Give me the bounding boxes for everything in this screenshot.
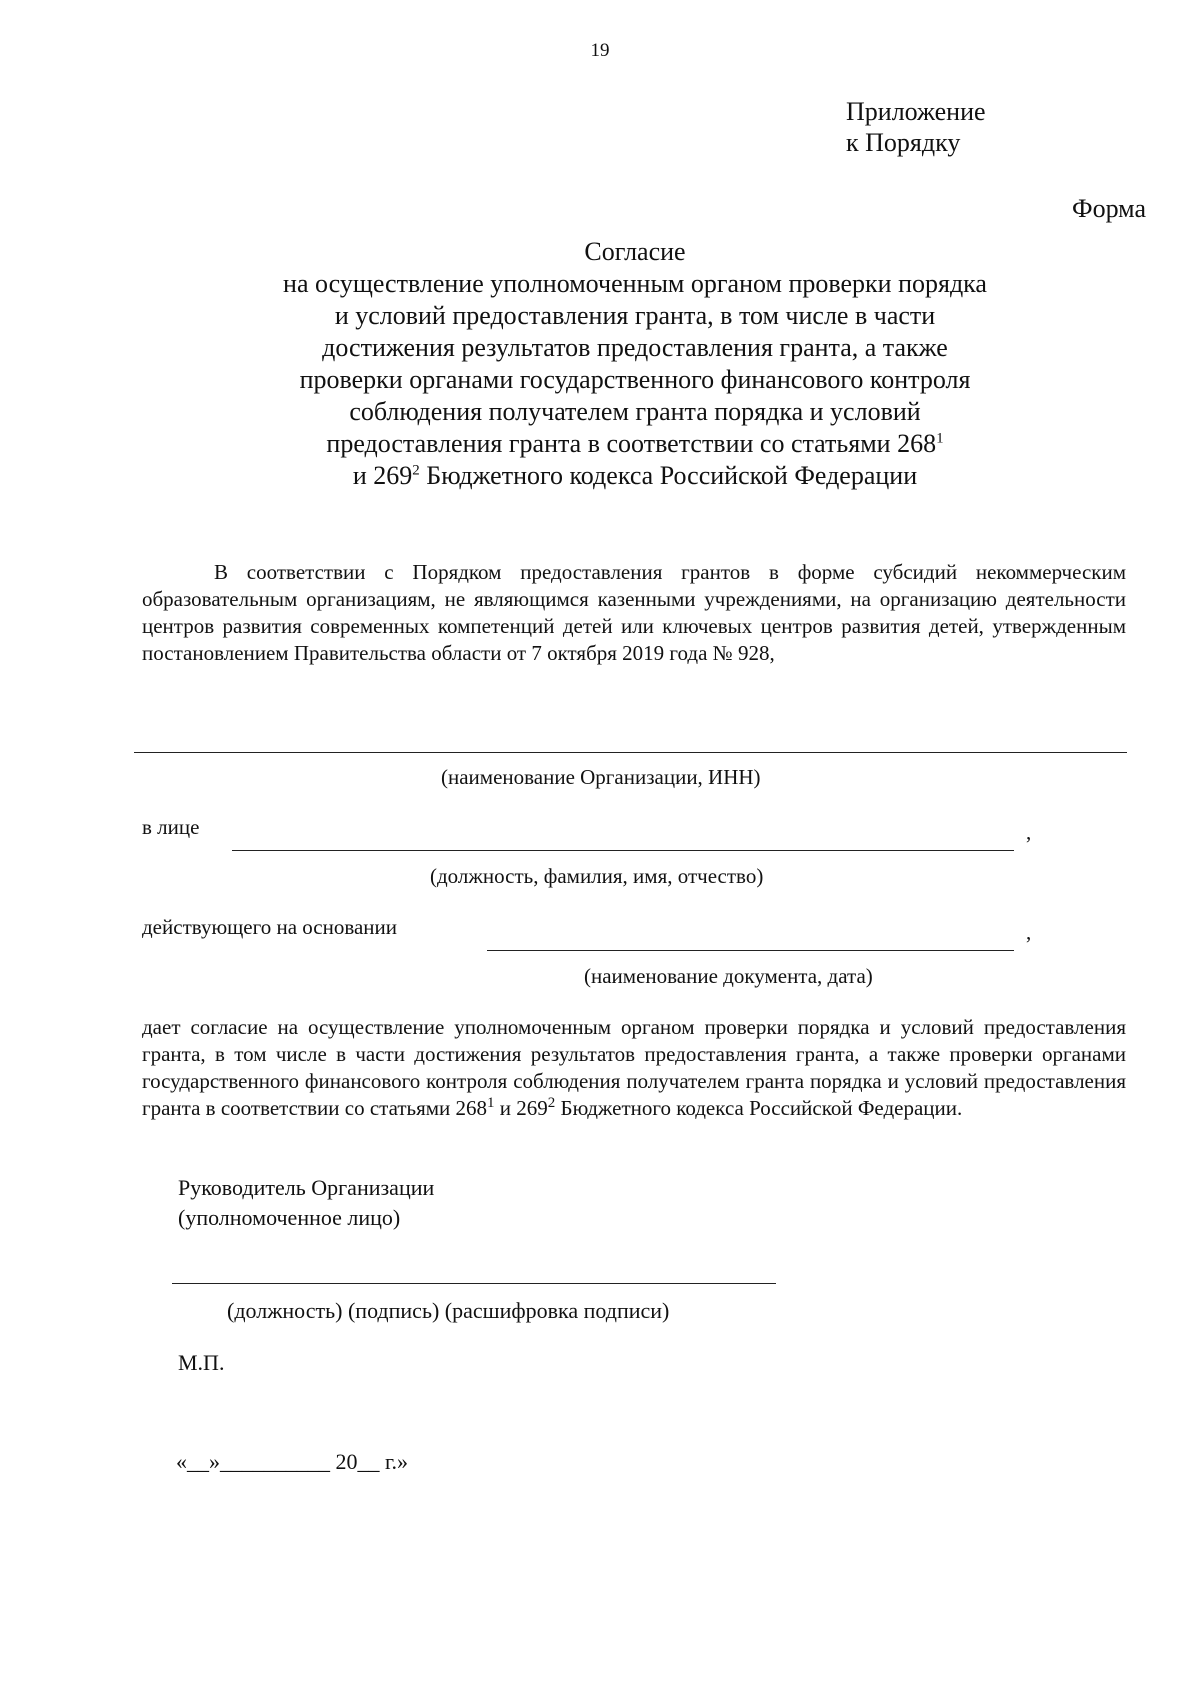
- page-number: 19: [590, 40, 610, 61]
- title-line-4: достижения результатов предоставления гранта, а также: [322, 333, 948, 362]
- title-line-6: соблюдения получателем гранта порядка и условий: [349, 397, 921, 426]
- title-line-8-rest: Бюджетного кодекса Российской Федерации: [419, 461, 918, 490]
- signer-role-line-1: Руководитель Организации: [178, 1175, 435, 1200]
- title-line-8-start: и 269: [352, 461, 413, 490]
- title-line-7: [0, 428, 1200, 460]
- consent-superscript-2: 2: [547, 1095, 556, 1111]
- title-line-7-text: предоставления гранта в соответствии со статьями 268: [326, 429, 937, 458]
- form-label: Форма: [1072, 194, 1146, 223]
- title-line-8: [0, 460, 1200, 492]
- person-field-line[interactable]: [232, 850, 1014, 851]
- org-name-field-line[interactable]: [134, 752, 1127, 753]
- date-field[interactable]: «__»__________ 20__ г.»: [176, 1449, 409, 1474]
- person-field-comma: ,: [1026, 820, 1032, 844]
- appendix-line-1: Приложение: [846, 97, 986, 126]
- consent-superscript-1: 1: [487, 1095, 495, 1111]
- signature-field-line[interactable]: [172, 1283, 776, 1284]
- document-title: [0, 236, 1200, 492]
- basis-field-line[interactable]: [487, 950, 1014, 951]
- title-line-5: проверки органами государственного финансового контроля: [299, 365, 971, 394]
- basis-field-comma: ,: [1026, 920, 1032, 944]
- title-line-3: и условий предоставления гранта, в том числе в части: [334, 301, 936, 330]
- title-line-1: Согласие: [584, 237, 686, 266]
- stamp-placeholder: М.П.: [178, 1350, 225, 1375]
- signer-role-line-2: (уполномоченное лицо): [178, 1205, 401, 1230]
- consent-text-end: Бюджетного кодекса Российской Федерации.: [555, 1096, 963, 1120]
- appendix-heading: [846, 96, 986, 158]
- title-line-2: на осуществление уполномоченным органом проверки порядка: [283, 269, 987, 298]
- intro-paragraph: В соответствии с Порядком предоставления грантов в форме субсидий некоммерческим образовательным организациям, не являющимся казенными учреждениями, на организацию деятельности центров развития современных компетенций детей или ключевых центров развития детей, утвержденным постановлением Правительства области от 7 октября 2019 года № 928,: [142, 560, 1126, 665]
- title-line-7-superscript: 1: [936, 430, 944, 447]
- consent-paragraph: [142, 1014, 1126, 1122]
- consent-text-middle: и 269: [494, 1096, 548, 1120]
- appendix-line-2: к Порядку: [846, 128, 961, 157]
- basis-caption: (наименование документа, дата): [584, 964, 873, 988]
- basis-label: действующего на основании: [142, 915, 398, 939]
- consent-text-main: дает согласие на осуществление уполномоченным органом проверки порядка и условий предоставления гранта, в том числе в части достижения результатов предоставления гранта, а также проверки органами государственного финансового контроля соблюдения получателем гранта порядка и условий предоставления гранта в соответствии со статьями 268: [142, 1015, 1126, 1120]
- signature-caption: (должность) (подпись) (расшифровка подписи): [227, 1298, 670, 1323]
- person-caption: (должность, фамилия, имя, отчество): [430, 864, 764, 888]
- title-line-8-superscript: 2: [412, 462, 420, 479]
- org-name-caption: (наименование Организации, ИНН): [441, 765, 761, 789]
- person-label: в лице: [142, 815, 200, 839]
